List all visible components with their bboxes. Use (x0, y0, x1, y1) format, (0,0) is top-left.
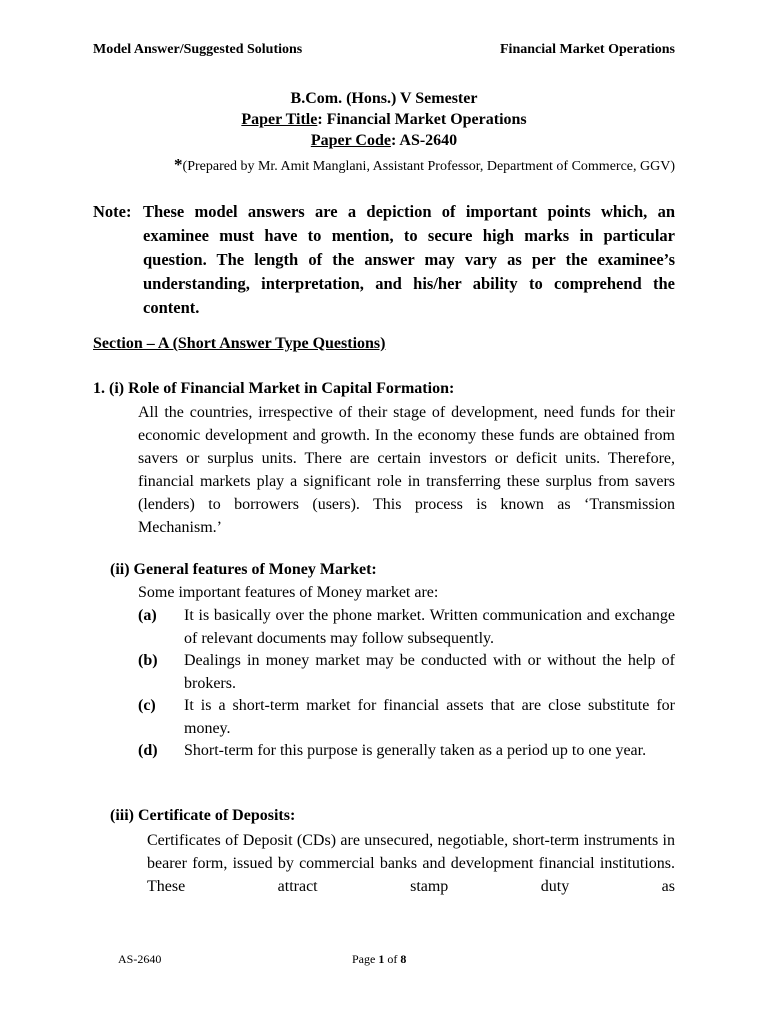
paper-code-value: : AS-2640 (390, 132, 458, 149)
q3-heading: (iii) Certificate of Deposits: (110, 807, 296, 824)
header-right: Financial Market Operations (500, 42, 675, 57)
list-text: It is basically over the phone market. Written communication and exchange of relevant documents may follow subsequently. (184, 607, 675, 647)
paper-title-value: : Financial Market Operations (317, 111, 527, 128)
footer-code: AS-2640 (118, 952, 162, 966)
running-header (93, 42, 675, 58)
title-block (93, 88, 675, 151)
note-label: Note: (93, 202, 132, 221)
paper-code (93, 130, 675, 151)
course-title: B.Com. (Hons.) V Semester (290, 90, 478, 107)
list-text: Dealings in money market may be conducted with or without the help of brokers. (184, 652, 675, 692)
list-marker: (c) (138, 697, 156, 714)
page-current: 1 (378, 952, 385, 966)
section-title: Section – A (Short Answer Type Questions) (93, 335, 386, 352)
page-number (352, 952, 406, 967)
list-item (138, 739, 675, 762)
list-text: It is a short-term market for financial assets that are close substitute for money. (184, 697, 675, 737)
page-word: Page (352, 952, 376, 966)
list-marker: (d) (138, 742, 158, 759)
note (93, 200, 675, 320)
paper-title-label: Paper Title (241, 111, 318, 128)
prepared-by-text: (Prepared by Mr. Amit Manglani, Assistant Professor, Department of Commerce, GGV) (182, 159, 675, 174)
paper-code-label: Paper Code (310, 132, 391, 149)
q2-intro: Some important features of Money market are: (138, 584, 439, 601)
q3-body: Certificates of Deposit (CDs) are unsecured, negotiable, short-term instruments in bearer form, issued by commercial banks and development financial institutions. These attract stamp duty as (147, 832, 675, 895)
list-marker: (b) (138, 652, 158, 669)
prepared-by (93, 155, 675, 175)
list-item (138, 649, 675, 695)
header-left: Model Answer/Suggested Solutions (93, 42, 303, 57)
list-marker: (a) (138, 607, 157, 624)
q1-body: All the countries, irrespective of their stage of development, need funds for their economic development and growth. In the economy these funds are obtained from savers or surplus units. There are certain investors or deficit units. Therefore, financial markets play a significant role in transferring these surplus from savers (lenders) to borrowers (users). This process is known as ‘Transmission Mechanism.’ (138, 404, 675, 536)
q1-heading: 1. (i) Role of Financial Market in Capital Formation: (93, 380, 455, 397)
list-text: Short-term for this purpose is generally taken as a period up to one year. (184, 742, 647, 759)
note-text: These model answers are a depiction of important points which, an examinee must have to mention, to secure high marks in particular question. The length of the answer may vary as per the examinee’s understanding, interpretation, and his/her ability to comprehend the content. (143, 202, 675, 317)
q2-heading: (ii) General features of Money Market: (110, 561, 377, 578)
of-word: of (387, 952, 398, 966)
prepared-star: * (174, 155, 183, 174)
paper-title (93, 109, 675, 130)
list-item (138, 604, 675, 650)
list-item (138, 694, 675, 740)
page-total: 8 (400, 952, 407, 966)
